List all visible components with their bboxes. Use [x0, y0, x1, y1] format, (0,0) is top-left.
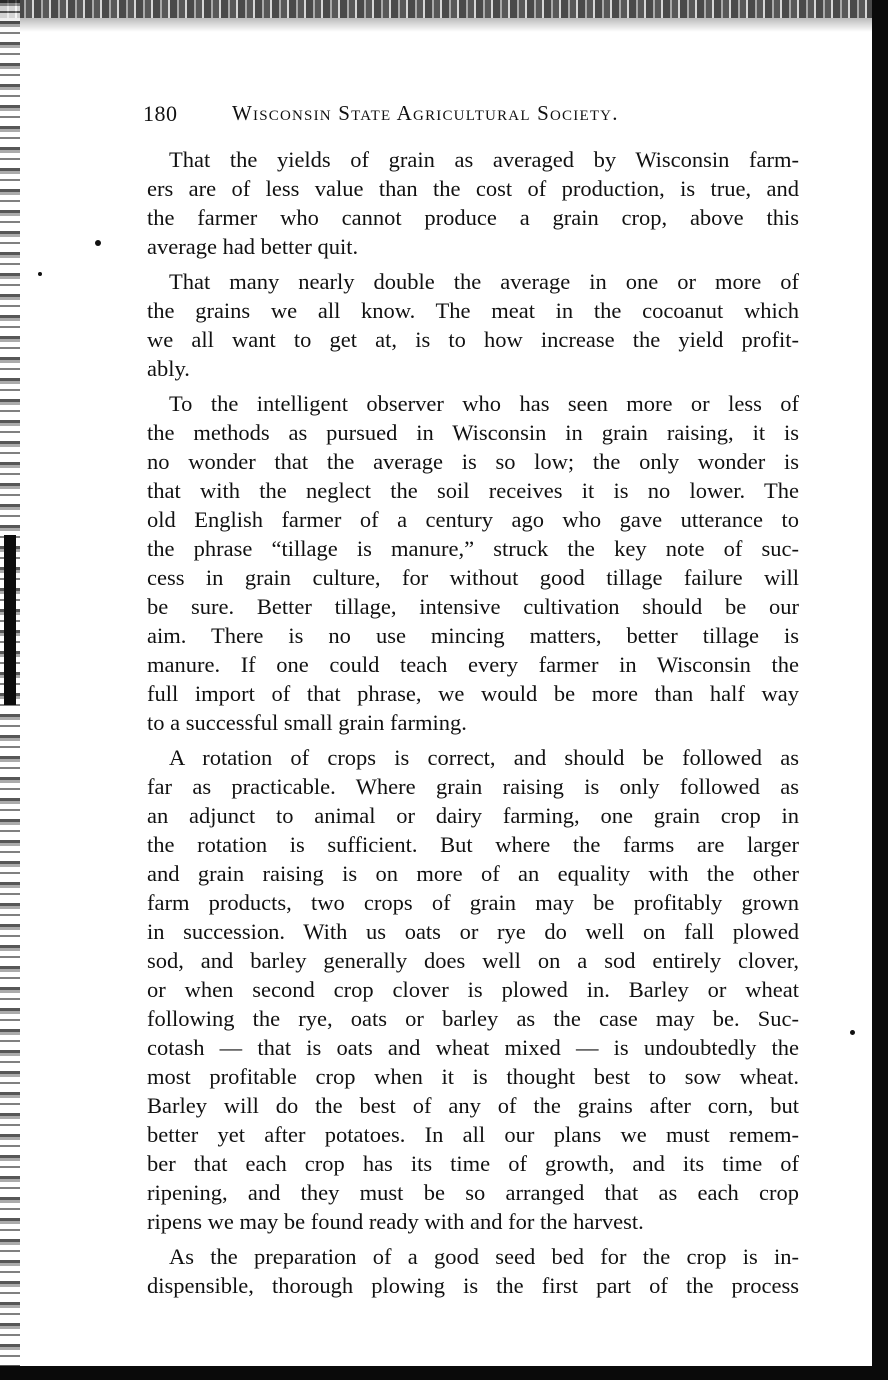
page-header — [143, 98, 703, 132]
text-line: the farmer who cannot produce a grain crop, above this — [147, 205, 799, 230]
text-line: dispensible, thorough plowing is the first part of the process — [147, 1273, 799, 1298]
text-line: cotash — that is oats and wheat mixed — is undoubtedly the — [147, 1035, 799, 1060]
text-line: average had better quit. — [147, 234, 359, 259]
scan-edge-left-mark — [4, 535, 16, 705]
running-head: Wisconsin State Agricultural Society. — [232, 101, 619, 125]
scan-edge-top — [0, 0, 888, 18]
text-line: manure. If one could teach every farmer in Wisconsin the — [147, 652, 799, 677]
text-line: ripening, and they must be so arranged that as each crop — [147, 1180, 799, 1205]
text-line: ably. — [147, 356, 190, 381]
text-line: Barley will do the best of any of the grains after corn, but — [147, 1093, 799, 1118]
text-line: aim. There is no use mincing matters, better tillage is — [147, 623, 799, 648]
speck-mark — [95, 240, 101, 246]
text-line: As the preparation of a good seed bed for the crop is in- — [169, 1244, 799, 1269]
text-line: cess in grain culture, for without good tillage failure will — [147, 565, 799, 590]
text-line: ers are of less value than the cost of production, is true, and — [147, 176, 799, 201]
speck-mark — [38, 272, 42, 276]
text-line: ripens we may be found ready with and for the harvest. — [147, 1209, 644, 1234]
text-line: and grain raising is on more of an equality with the other — [147, 861, 799, 886]
text-line: the methods as pursued in Wisconsin in grain raising, it is — [147, 420, 799, 445]
speck-mark — [850, 1030, 855, 1035]
text-line: full import of that phrase, we would be more than half way — [147, 681, 799, 706]
scan-edge-bottom — [0, 1366, 888, 1380]
text-line: most profitable crop when it is thought best to sow wheat. — [147, 1064, 799, 1089]
text-line: to a successful small grain farming. — [147, 710, 467, 735]
text-line: far as practicable. Where grain raising is only followed as — [147, 774, 799, 799]
text-line: following the rye, oats or barley as the case may be. Suc- — [147, 1006, 799, 1031]
text-line: farm products, two crops of grain may be profitably grown — [147, 890, 799, 915]
text-line: no wonder that the average is so low; the only wonder is — [147, 449, 799, 474]
text-line: we all want to get at, is to how increase the yield profit- — [147, 327, 799, 352]
text-line: better yet after potatoes. In all our plans we must remem- — [147, 1122, 799, 1147]
text-line: ber that each crop has its time of growth, and its time of — [147, 1151, 799, 1176]
page-number: 180 — [143, 101, 178, 126]
text-line: the rotation is sufficient. But where the farms are larger — [147, 832, 799, 857]
scan-edge-left — [0, 0, 20, 1380]
text-line: the grains we all know. The meat in the cocoanut which — [147, 298, 799, 323]
scan-edge-top-shadow — [0, 18, 888, 32]
text-line: in succession. With us oats or rye do well on fall plowed — [147, 919, 799, 944]
text-line: old English farmer of a century ago who gave utterance to — [147, 507, 799, 532]
text-line: That the yields of grain as averaged by Wisconsin farm- — [169, 147, 799, 172]
text-line: the phrase “tillage is manure,” struck the key note of suc- — [147, 536, 799, 561]
text-line: That many nearly double the average in one or more of — [169, 269, 799, 294]
body-text — [147, 145, 799, 1300]
text-line: or when second crop clover is plowed in. Barley or wheat — [147, 977, 799, 1002]
text-line: sod, and barley generally does well on a sod entirely clover, — [147, 948, 799, 973]
text-line: an adjunct to animal or dairy farming, one grain crop in — [147, 803, 799, 828]
scan-edge-right — [872, 0, 888, 1380]
text-line: that with the neglect the soil receives it is no lower. The — [147, 478, 799, 503]
text-line: To the intelligent observer who has seen more or less of — [169, 391, 799, 416]
text-line: A rotation of crops is correct, and should be followed as — [169, 745, 799, 770]
text-line: be sure. Better tillage, intensive cultivation should be our — [147, 594, 799, 619]
